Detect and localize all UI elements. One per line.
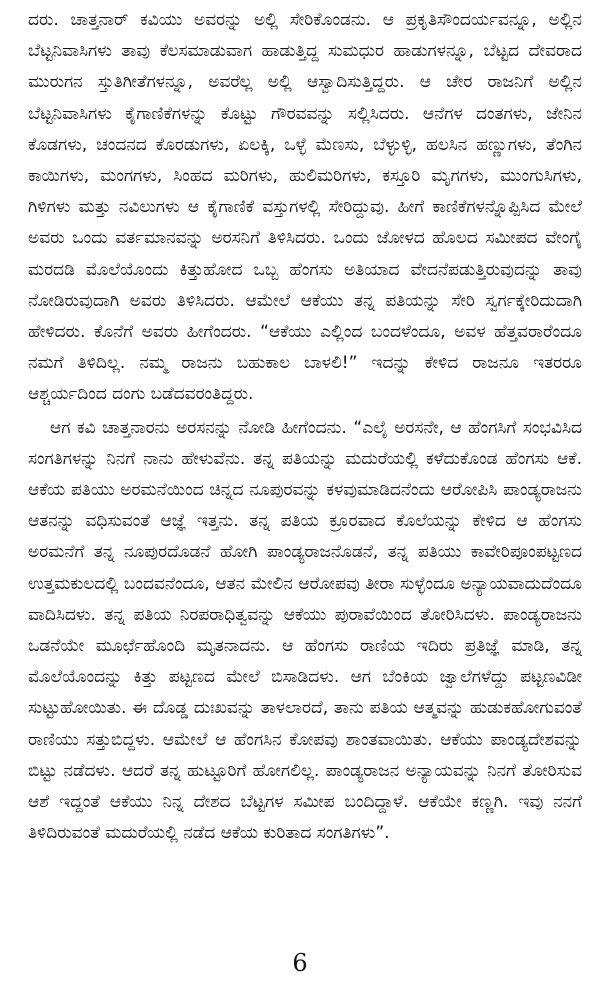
page-number: 6: [292, 949, 308, 977]
body-paragraph: ಆಗ ಕವಿ ಚಾತ್ತನಾರನು ಅರಸನನ್ನು ನೋಡಿ ಹೀಗೆಂದನು. “ಎಲೈ ಅರಸನೇ, ಆ ಹೆಂಗಸಿಗೆ ಸಂಭವಿಸಿದ ಸಂಗತಿಗಳನ್ನು ನಿನಗೆ ನಾನು ಹೇಳುವೆನು. ತನ್ನ ಪತಿಯನ್ನು ಮದುರೆಯಲ್ಲಿ ಕಳೆದುಕೊಂಡ ಹೆಂಗಸು ಆಕೆ. ಆಕೆಯ ಪತಿಯು ಅರಮನೆಯಿಂದ ಚಿನ್ನದ ನೂಪುರವನ್ನು ಕಳವುಮಾಡಿದನೆಂದು ಆರೋಪಿಸಿ ಪಾಂಡ್ಯರಾಜನು ಆತನನ್ನು ವಧಿಸುವಂತೆ ಆಜ್ಞೆ ಇತ್ತನು. ತನ್ನ ಪತಿಯ ಕ್ರೂರವಾದ ಕೊಲೆಯನ್ನು ಕೇಳಿದ ಆ ಹೆಂಗಸು ಅರಮನೆಗೆ ತನ್ನ ನೂಪುರದೊಡನೆ ಹೋಗಿ ಪಾಂಡ್ಯರಾಜನೊಡನೆ, ತನ್ನ ಪತಿಯು ಕಾವೇರಿಪೂಂಪಟ್ಟಣದ ಉತ್ತಮಕುಲದಲ್ಲಿ ಬಂದವನೆಂದೂ, ಆತನ ಮೇಲಿನ ಆರೋಪವು ತೀರಾ ಸುಳ್ಳೆಂದೂ ಅನ್ಯಾಯವಾದುದೆಂದೂ ವಾದಿಸಿದಳು. ತನ್ನ ಪತಿಯ ನಿರಪರಾಧಿತ್ವವನ್ನು ಆಕೆಯು ಪುರಾವೆಯಿಂದ ತೋರಿಸಿದಳು. ಪಾಂಡ್ಯರಾಜನು ಒಡನೆಯೇ ಮೂರ್ಛೆಹೊಂದಿ ಮೃತನಾದನು. ಆ ಹೆಂಗಸು ರಾಣಿಯ ಇದಿರು ಪ್ರತಿಜ್ಞೆ ಮಾಡಿ, ತನ್ನ ಮೊಲೆಯೊಂದನ್ನು ಕಿತ್ತು ಪಟ್ಟಣದ ಮೇಲೆ ಬಿಸಾಡಿದಳು. ಆಗ ಬೆಂಕಿಯ ಜ್ವಾಲೆಗಳೆದ್ದು ಪಟ್ಟಣವಿಡೀ ಸುಟ್ಟುಹೋಯಿತು. ಈ ದೊಡ್ಡ ದುಃಖವನ್ನು ತಾಳಲಾರದೆ, ತಾನು ಪತಿಯ ಆತ್ಮವನ್ನು ಹುಡುಕಹೋಗುವಂತೆ ರಾಣಿಯು ಸತ್ತುಬಿದ್ದಳು. ಆಮೇಲೆ ಆ ಹೆಂಗಸಿನ ಕೋಪವು ಶಾಂತವಾಯಿತು. ಆಕೆಯು ಪಾಂಡ್ಯದೇಶವನ್ನು ಬಿಟ್ಟು ನಡೆದಳು. ಆದರೆ ತನ್ನ ಹುಟ್ಟೂರಿಗೆ ಹೋಗಲಿಲ್ಲ. ಪಾಂಡ್ಯರಾಜನ ಅನ್ಯಾಯವನ್ನು ನಿನಗೆ ತೋರಿಸುವ ಆಶೆ ಇದ್ದಂತೆ ಆಕೆಯು ನಿನ್ನ ದೇಶದ ಬೆಟ್ಟಗಳ ಸಮೀಪ ಬಂದಿದ್ದಾಳೆ. ಆಕೆಯೇ ಕಣ್ಣಗಿ. ಇವು ನನಗೆ ತಿಳಿದಿರುವಂತೆ ಮದುರೆಯಲ್ಲಿ ನಡೆದ ಆಕೆಯ ಕುರಿತಾದ ಸಂಗತಿಗಳು”.: [28, 417, 582, 844]
body-paragraph: ದರು. ಚಾತ್ತನಾರ್ ಕವಿಯು ಅವರನ್ನು ಅಲ್ಲಿ ಸೇರಿಕೊಂಡನು. ಆ ಪ್ರಕೃತಿಸೌಂದರ್ಯವನ್ನೂ, ಅಲ್ಲಿನ ಬೆಟ್ಟನಿವಾಸಿಗಳು ತಾವು ಕೆಲಸಮಾಡುವಾಗ ಹಾಡುತ್ತಿದ್ದ ಸುಮಧುರ ಹಾಡುಗಳನ್ನೂ, ಬೆಟ್ಟದ ದೇವರಾದ ಮುರುಗನ ಸ್ತುತಿಗೀತೆಗಳನ್ನೂ, ಅವರೆಲ್ಲ ಅಲ್ಲಿ ಆಸ್ವಾದಿಸುತ್ತಿದ್ದರು. ಆ ಚೇರ ರಾಜನಿಗೆ ಅಲ್ಲಿನ ಬೆಟ್ಟನಿವಾಸಿಗಳು ಕೈಗಾಣಿಕೆಗಳನ್ನು ಕೊಟ್ಟು ಗೌರವವನ್ನು ಸಲ್ಲಿಸಿದರು. ಆನೆಗಳ ದಂತಗಳು, ಜೇನಿನ ಕೊಡಗಳು, ಚಂದನದ ಕೊರಡುಗಳು, ಏಲಕ್ಕಿ, ಒಳ್ಳೆ ಮೆಣಸು, ಬೆಳ್ಳುಳ್ಳಿ, ಹಲಸಿನ ಹಣ್ಣುಗಳು, ತೆಂಗಿನ ಕಾಯಿಗಳು, ಮಂಗಗಳು, ಸಿಂಹದ ಮರಿಗಳು, ಹುಲಿಮರಿಗಳು, ಕಸ್ತೂರಿ ಮೃಗಗಳು, ಮುಂಗುಸಿಗಳು, ಗಿಳಿಗಳು ಮತ್ತು ನವಿಲುಗಳು ಆ ಕೈಗಾಣಿಕೆ ವಸ್ತುಗಳಲ್ಲಿ ಸೇರಿದ್ದುವು. ಹೀಗೆ ಕಾಣಿಕೆಗಳನ್ನೊಪ್ಪಿಸಿದ ಮೇಲೆ ಅವರು ಒಂದು ವರ್ತಮಾನವನ್ನು ಅರಸನಿಗೆ ತಿಳಿಸಿದರು. ಒಂದು ಜೋಳದ ಹೊಲದ ಸಮೀಪದ ವೇಂಗೈ ಮರದಡಿ ಮೊಲೆಯೊಂದು ಕಿತ್ತುಹೋದ ಒಬ್ಬ ಹೆಂಗಸು ಅತಿಯಾದ ವೇದನೆಪಡುತ್ತಿರುವುದನ್ನು ತಾವು ನೋಡಿರುವುದಾಗಿ ಅವರು ತಿಳಿಸಿದರು. ಆಮೇಲೆ ಆಕೆಯು ತನ್ನ ಪತಿಯನ್ನು ಸೇರಿ ಸ್ವರ್ಗಕ್ಕೇರಿದುದಾಗಿ ಹೇಳಿದರು. ಕೊನೆಗೆ ಅವರು ಹೀಗೆಂದರು. “ಆಕೆಯು ಎಲ್ಲಿಂದ ಬಂದಳೆಂದೂ, ಅವಳ ಹೆತ್ತವರಾರೆಂದೂ ನಮಗೆ ತಿಳಿದಿಲ್ಲ. ನಮ್ಮ ರಾಜನು ಬಹುಕಾಲ ಬಾಳಲಿ!” ಇದನ್ನು ಕೇಳಿದ ರಾಜನೂ ಇತರರೂ ಆಶ್ಚರ್ಯದಿಂದ ದಂಗು ಬಡೆದವರಂತಿದ್ದರು.: [28, 10, 582, 405]
